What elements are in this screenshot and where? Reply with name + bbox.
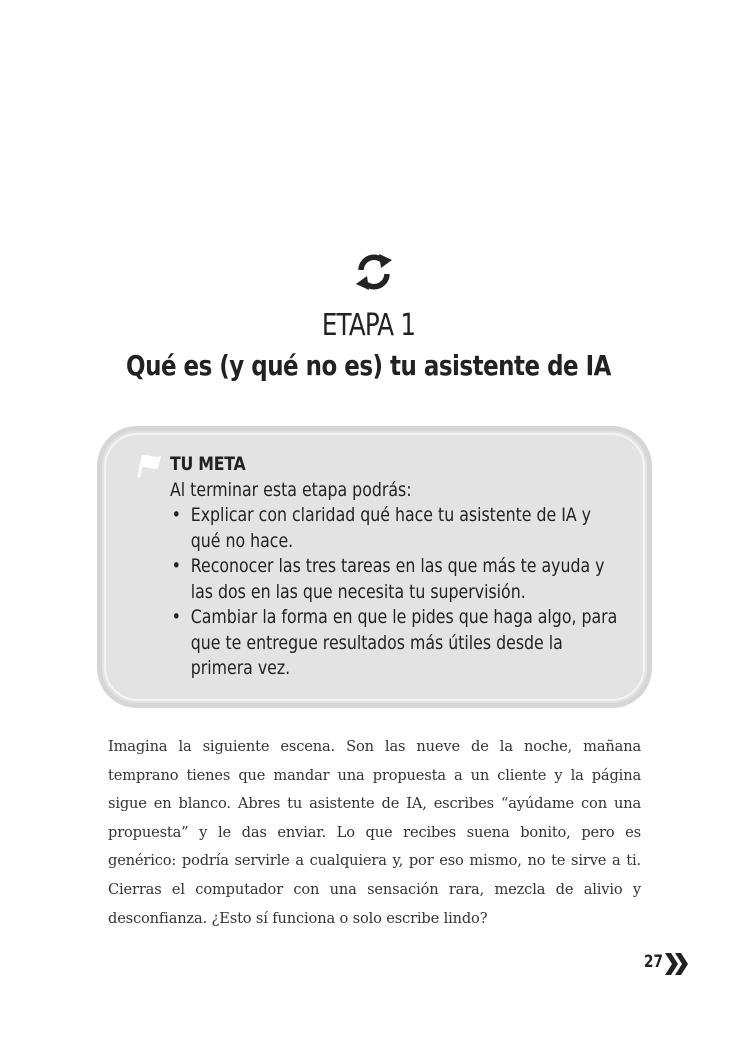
goal-intro: Al terminar esta etapa podrás: (170, 478, 412, 501)
goal-list (170, 503, 618, 682)
goal-item: • Explicar con claridad qué hace tu asistente de IA y qué no hace. (170, 503, 618, 554)
stage-title: Qué es (y qué no es) tu asistente de IA (126, 349, 611, 382)
page-number: 27 (644, 952, 663, 972)
goal-heading: TU META (170, 453, 246, 475)
flag-icon (137, 452, 163, 478)
body-paragraph: Imagina la siguiente escena. Son las nueve de la noche, mañana temprano tienes que mandar una propuesta a un cliente y la página sigue en blanco. Abres tu asistente de IA, escribes “ayúdame con una propuesta” y le das enviar. Lo que recibes suena bonito, pero es genérico: podría servirle a cualquiera y, por eso mismo, no te sirve a ti. Cierras el computador con una sensación rara, mezcla de alivio y desconfianza. ¿Esto sí funciona o solo escribe lindo? (108, 738, 641, 927)
goal-item: • Cambiar la forma en que le pides que haga algo, para que te entregue resultados más útiles desde la primera vez. (170, 605, 618, 682)
stage-label: ETAPA 1 (321, 308, 416, 343)
refresh-icon (352, 250, 396, 294)
goal-item: • Reconocer las tres tareas en las que más te ayuda y las dos en las que necesita tu supervisión. (170, 554, 618, 605)
goal-content (170, 452, 618, 682)
double-chevron-right-icon (665, 953, 689, 975)
